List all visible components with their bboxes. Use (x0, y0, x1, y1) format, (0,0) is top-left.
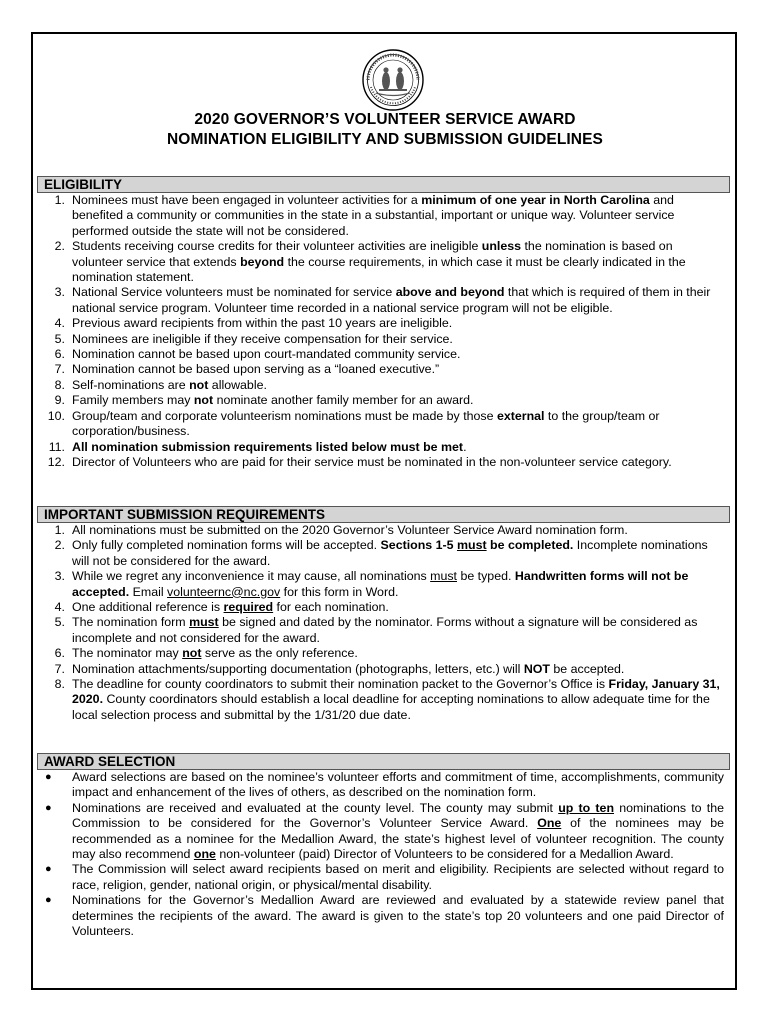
bullet-icon: ● (45, 894, 52, 907)
item-text-segment: Award selections are based on the nominee’s volunteer efforts and commitment of time, accomplishments, community impact and enhancement of the lives of others, as described on the nomination form. (72, 770, 724, 800)
item-text-segment: unless (481, 239, 522, 254)
submission-item (37, 677, 730, 723)
eligibility-item (37, 362, 730, 377)
title-line-1: 2020 GOVERNOR’S VOLUNTEER SERVICE AWARD (194, 111, 576, 128)
item-text-segment: All nominations must be submitted on the 2020 Governor’s Volunteer Service Award nomination form. (72, 523, 628, 537)
item-number: 3. (54, 285, 65, 300)
item-text-segment: Family members may (72, 393, 194, 408)
eligibility-item (37, 193, 730, 239)
item-number: 1. (54, 523, 65, 537)
item-text-segment: must (456, 538, 487, 553)
item-text-segment: The nominator may (72, 646, 183, 661)
eligibility-item (37, 285, 730, 316)
item-number: 6. (54, 347, 65, 362)
item-number: 6. (54, 646, 65, 661)
item-number: 7. (54, 661, 65, 676)
item-text-segment: for this form in Word. (280, 584, 399, 599)
submission-item (37, 662, 730, 677)
bullet-icon: ● (45, 771, 52, 783)
item-text-segment: Nominations for the Governor’s Medallion Award are reviewed and evaluated by a statewide review panel that determines the recipients of the award. The award is given to the state’s top 20 volunteers and one paid Director of Volunteers. (72, 893, 724, 939)
item-text-segment: nominations to the Commission to be considered for the Governor’s Volunteer Service Award. (72, 800, 724, 831)
item-text-segment: NOT (523, 661, 550, 676)
item-text-segment: The nomination form (72, 615, 190, 630)
item-number: 1. (54, 193, 65, 207)
submission-item (37, 538, 730, 569)
item-text-segment: The Commission will select award recipients based on merit and eligibility. Recipients are selected without regard to race, religion, gender, national origin, or physical/mental disability. (72, 862, 724, 892)
item-text-segment: County coordinators should establish a local deadline for accepting nominations to allow adequate time for the local selection process and submittal by the 1/31/20 due date. (72, 692, 710, 722)
item-text-segment: beyond (240, 254, 285, 269)
title-line-2: NOMINATION ELIGIBILITY AND SUBMISSION GUIDELINES (167, 131, 603, 148)
submission-item (37, 615, 730, 646)
item-number: 5. (54, 615, 65, 630)
item-text-segment: Group/team and corporate volunteerism nominations must be made by those (72, 408, 497, 423)
item-text-segment: Previous award recipients from within the past 10 years are ineligible. (72, 316, 453, 331)
item-text-segment: Handwritten forms will not be accepted. (72, 569, 689, 599)
item-text-segment: Only fully completed nomination forms will be accepted. (72, 538, 381, 553)
item-text-segment: be typed. (457, 569, 515, 584)
item-text-segment: Self-nominations are (72, 377, 190, 392)
eligibility-item (37, 393, 730, 408)
item-text-segment: for each nomination. (273, 600, 389, 615)
eligibility-item (37, 378, 730, 393)
item-text-segment: must (189, 615, 219, 630)
item-text-segment: Friday, January 31, 2020. (72, 677, 720, 707)
eligibility-item (37, 440, 730, 455)
item-text-segment: that which is required of them in their national service program. Volunteer time recorded in a national service program will not be eligible. (72, 285, 711, 315)
item-number: 7. (54, 362, 65, 377)
submission-heading: IMPORTANT SUBMISSION REQUIREMENTS (37, 506, 730, 523)
item-text-segment: be signed and dated by the nominator. Forms without a signature will be considered as incomplete and not considered for the award. (72, 615, 698, 645)
item-number: 4. (54, 316, 65, 331)
item-number: 12. (47, 454, 65, 469)
eligibility-item (37, 409, 730, 440)
item-number: 3. (54, 569, 65, 584)
submission-item (37, 523, 730, 538)
item-text-segment: minimum of one year in North Carolina (421, 193, 650, 207)
item-text-segment: Nomination attachments/supporting documentation (photographs, letters, etc.) will (72, 661, 524, 676)
eligibility-heading: ELIGIBILITY (37, 176, 730, 193)
item-text-segment: up to ten (558, 800, 615, 815)
award-item (37, 893, 730, 939)
item-number: 2. (54, 538, 65, 553)
item-text-segment: The deadline for county coordinators to submit their nomination packet to the Governor’s Office is (72, 677, 609, 692)
item-text-segment: above and beyond (395, 285, 505, 300)
item-text-segment: to the group/team or corporation/business. (72, 408, 660, 439)
bullet-icon: ● (45, 863, 52, 876)
award-item (37, 770, 730, 801)
item-text-segment: All nomination submission requirements listed below must be met (72, 439, 464, 454)
state-seal-icon (362, 49, 424, 111)
item-text-segment: not (193, 393, 214, 408)
eligibility-section (37, 176, 730, 470)
item-text-segment: Sections 1-5 (380, 538, 457, 553)
item-text-segment: one (193, 847, 216, 862)
submission-item (37, 569, 730, 600)
item-text-segment: Nomination cannot be based upon serving as a “loaned executive.” (72, 362, 440, 377)
item-text-segment: required (223, 600, 274, 615)
item-text-segment: National Service volunteers must be nominated for service (72, 285, 396, 300)
item-number: 5. (54, 331, 65, 346)
item-number: 10. (47, 408, 65, 423)
item-text-segment: While we regret any inconvenience it may cause, all nominations (72, 569, 431, 584)
submission-section (37, 506, 730, 723)
bullet-icon: ● (45, 801, 52, 814)
submission-list (37, 523, 730, 723)
item-text-segment: Director of Volunteers who are paid for their service must be nominated in the non-volunteer service category. (72, 454, 672, 469)
item-text-segment: be accepted. (549, 661, 625, 676)
eligibility-item (37, 347, 730, 362)
item-text-segment: One additional reference is (72, 600, 224, 615)
eligibility-item (37, 316, 730, 331)
item-text-segment: must (430, 569, 457, 584)
item-text-segment: non-volunteer (paid) Director of Volunteers to be considered for a Medallion Award. (215, 847, 674, 862)
item-text-segment: Students receiving course credits for their volunteer activities are ineligible (72, 239, 482, 254)
item-text-segment: not (182, 646, 202, 661)
item-number: 2. (54, 239, 65, 254)
award-item (37, 862, 730, 893)
item-text-segment: of the nominees may be recommended as a nominee for the Medallion Award, the state’s highest level of volunteer recognition. The county may also recommend (72, 816, 724, 862)
eligibility-list (37, 193, 730, 470)
item-text-segment: . (463, 439, 467, 454)
item-number: 9. (54, 393, 65, 408)
item-text-segment: allowable. (208, 377, 267, 392)
eligibility-item (37, 455, 730, 470)
eligibility-item (37, 239, 730, 285)
item-text-segment: Nominees are ineligible if they receive compensation for their service. (72, 331, 453, 346)
item-text-segment: Email (129, 584, 168, 599)
item-text-segment: the course requirements, in which case it must be clearly indicated in the nomination statement. (72, 254, 686, 285)
award-heading: AWARD SELECTION (37, 753, 730, 770)
item-text-segment: the nomination is based on volunteer service that extends (72, 239, 673, 269)
item-text-segment: not (189, 377, 209, 392)
item-number: 4. (54, 600, 65, 615)
award-item (37, 801, 730, 863)
item-text-segment: external (496, 408, 545, 423)
item-text-segment: nominate another family member for an award. (213, 393, 474, 408)
item-text-segment: Nominations are received and evaluated at the county level. The county may submit (72, 800, 559, 815)
item-text-segment: One (537, 816, 562, 831)
item-number: 8. (54, 377, 65, 392)
item-text-segment: volunteernc@nc.gov (167, 584, 281, 599)
item-text-segment: Incomplete nominations will not be considered for the award. (72, 538, 708, 568)
submission-item (37, 646, 730, 661)
item-text-segment: be completed. (486, 538, 574, 553)
item-text-segment: serve as the only reference. (201, 646, 358, 661)
item-number: 11. (48, 439, 65, 454)
item-text-segment: Nominees must have been engaged in volunteer activities for a (72, 193, 422, 207)
award-section (37, 753, 730, 939)
item-number: 8. (54, 677, 65, 692)
award-list (37, 770, 730, 939)
submission-item (37, 600, 730, 615)
item-text-segment: Nomination cannot be based upon court-mandated community service. (72, 347, 461, 362)
item-text-segment: and benefited a community or communities in the state in a substantial, important or unique way. Volunteer service performed outside the state will not be considered. (72, 193, 675, 238)
eligibility-item (37, 332, 730, 347)
